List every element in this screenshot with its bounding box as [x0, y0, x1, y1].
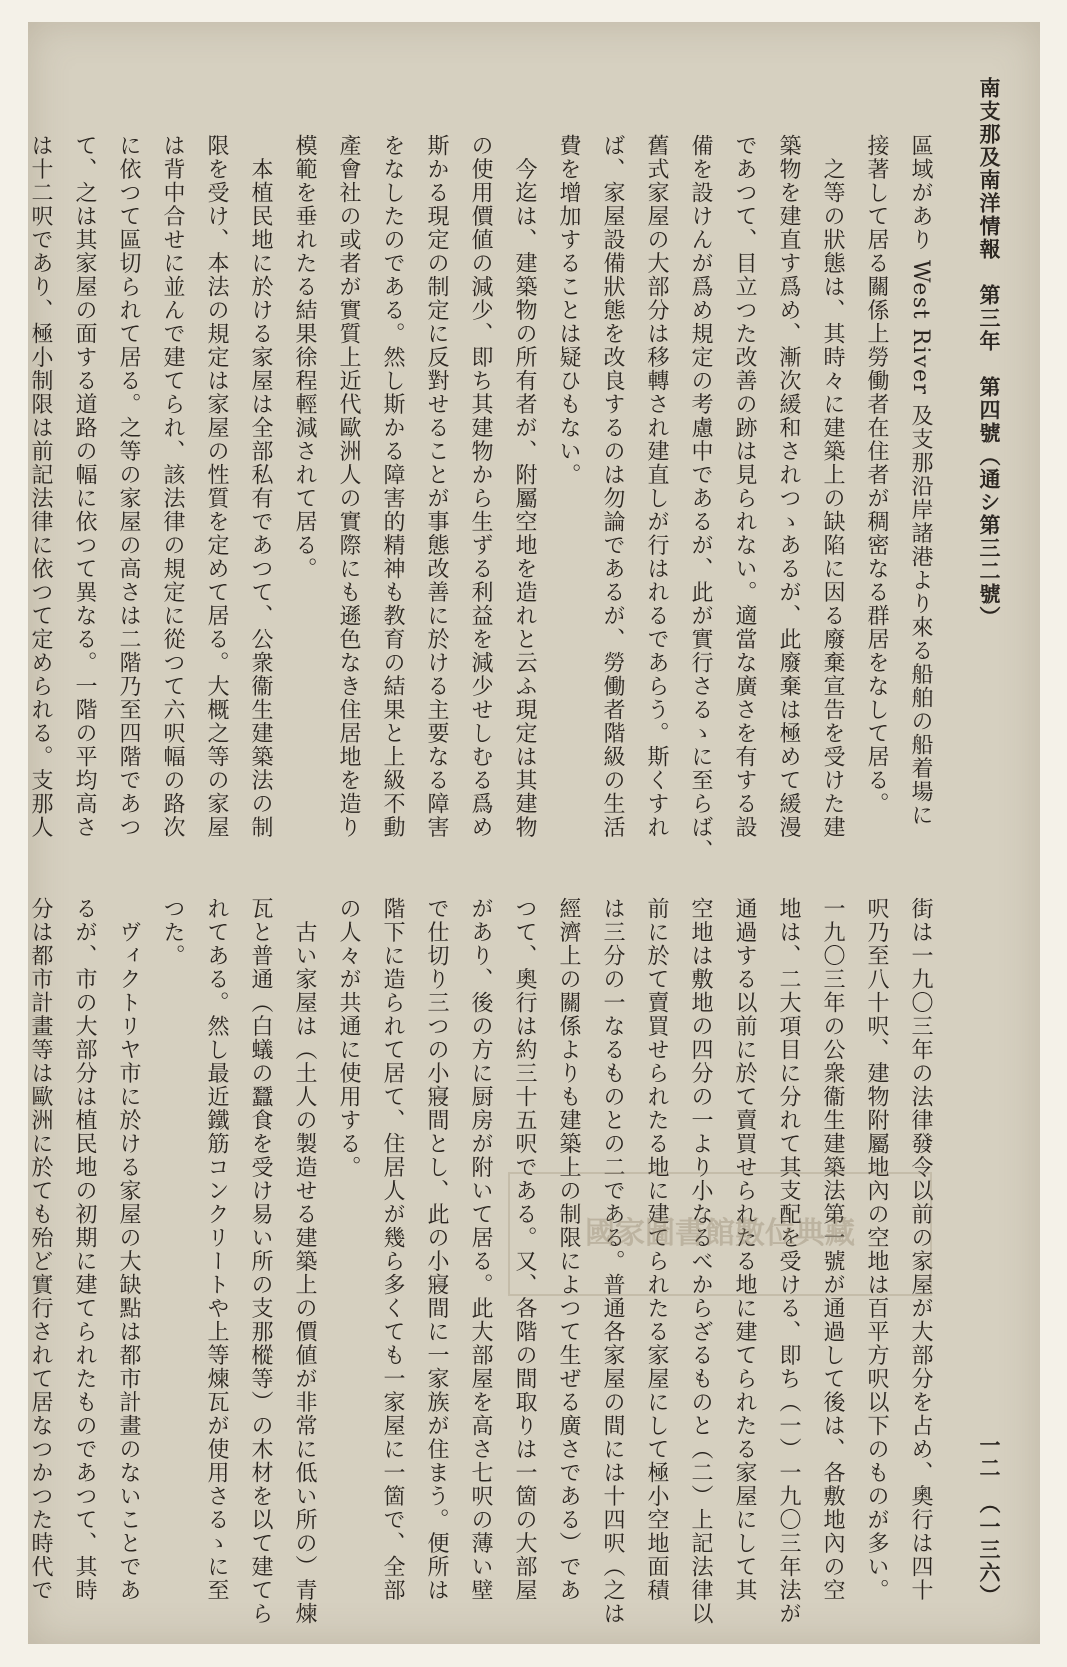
text-line: 之等の狀態は、其時々に建築上の缺陷に因る廢棄宣告を受けた建	[820, 134, 845, 839]
text-line: 今迄は、建築物の所有者が、附屬空地を造れと云ふ現定は其建物	[512, 134, 537, 839]
text-line: であつて、目立つた改善の跡は見られない。適當な廣さを有する設	[732, 134, 757, 839]
text-line: つた。	[160, 897, 185, 968]
text-line: ヴィクトリヤ市に於ける家屋の大缺點は都市計畫のないことであ	[116, 897, 141, 1602]
text-line: 本植民地に於ける家屋は全部私有であつて、公衆衞生建築法の制	[248, 134, 273, 839]
text-line: は背中合せに並んで建てられ、該法律の規定に從つて六呎幅の路次	[160, 134, 185, 839]
text-line: ば、家屋設備狀態を改良するのは勿論であるが、勞働者階級の生活	[600, 134, 625, 839]
top-text-block	[28, 134, 942, 863]
document-page	[28, 22, 1040, 1644]
text-line: 瓦と普通（白蟻の蠶食を受け易い所の支那樅等）の木材を以て建てら	[248, 897, 273, 1626]
text-line: 一九〇三年の公衆衞生建築法第一號が通過して後は、各敷地內の空	[820, 897, 845, 1602]
text-line: 舊式家屋の大部分は移轉され建直しが行はれるであらう。斯くすれ	[644, 134, 669, 839]
text-line: 空地は敷地の四分の一より小なるべからざるものと（二）上記法律以	[688, 897, 713, 1626]
text-line: 區域があり West River 及支那沿岸諸港より來る船舶の船着場に	[908, 134, 933, 828]
text-line: をなしたのである。然し斯かる障害的精神も教育の結果と上級不動	[380, 134, 405, 839]
text-line: 費を增加することは疑ひもない。	[556, 134, 581, 487]
text-line: の人々が共通に使用する。	[336, 897, 361, 1179]
text-line: 模範を垂れたる結果徐程輕減されて居る。	[292, 134, 317, 581]
text-line: 古い家屋は（土人の製造せる建築上の價値が非常に低い所の）青煉	[292, 897, 317, 1626]
text-line: に依つて區切られて居る。之等の家屋の高さは二階乃至四階であつ	[116, 134, 141, 839]
page-number: 一二 （一三六）	[977, 1433, 1002, 1607]
running-header: 南支那及南洋情報 第三年 第四號（通シ第三二號）	[977, 77, 1002, 629]
text-line: て、之は其家屋の面する道路の幅に依つて異なる。一階の平均高さ	[72, 134, 97, 839]
text-line: 築物を建直す爲め、漸次緩和されつゝあるが、此廢棄は極めて緩漫	[776, 134, 801, 839]
text-line: 斯かる現定の制定に反對せることが事態改善に於ける主要なる障害	[424, 134, 449, 839]
text-line: で仕切り三つの小寢間とし、此の小寢間に一家族が住まう。便所は	[424, 897, 449, 1602]
text-line: るが、市の大部分は植民地の初期に建てられたものであつて、其時	[72, 897, 97, 1602]
text-line: は十二呎であり、極小制限は前記法律に依つて定められる。支那人	[28, 134, 53, 839]
text-line: 地は、二大項目に分れて其支配を受ける、即ち（一）一九〇三年法が	[776, 897, 801, 1626]
text-line: 通過する以前に於て賣買せられたる地に建てられたる家屋にして其	[732, 897, 757, 1602]
text-line: 限を受け、本法の規定は家屋の性質を定めて居る。大概之等の家屋	[204, 134, 229, 839]
text-line: 備を設けんが爲め規定の考慮中であるが、此が實行さるゝに至らば、	[688, 134, 713, 863]
text-line: があり、後の方に厨房が附いて居る。此大部屋を高さ七呎の薄い壁	[468, 897, 493, 1602]
text-line: 呎乃至八十呎、建物附屬地內の空地は百平方呎以下のものが多い。	[864, 897, 889, 1602]
text-line: 街は一九〇三年の法律發令以前の家屋が大部分を占め、奧行は四十	[908, 897, 933, 1602]
text-line: 接著して居る關係上勞働者在住者が稠密なる群居をなして居る。	[864, 134, 889, 816]
text-line: つて、奧行は約三十五呎である。又、各階の間取りは一箇の大部屋	[512, 897, 537, 1602]
text-line: 分は都市計畫等は歐洲に於ても殆ど實行されて居なつかつた時代で	[28, 897, 53, 1602]
text-line: 前に於て賣買せられたる地に建てられたる家屋にして極小空地面積	[644, 897, 669, 1602]
text-line: 階下に造られて居て、住居人が幾ら多くても一家屋に一箇で、全部	[380, 897, 405, 1602]
text-line: れてある。然し最近鐵筋コンクリートや上等煉瓦が使用さるゝに至	[204, 897, 229, 1602]
library-watermark: 國家圖書館數位典藏	[508, 1172, 932, 1296]
text-line: 產會社の或者が實質上近代歐洲人の實際にも遜色なき住居地を造り	[336, 134, 361, 839]
text-line: の使用價値の減少、即ち其建物から生ずる利益を減少せしむる爲め	[468, 134, 493, 839]
text-line: は三分の一なるものとの二である。普通各家屋の間には十四呎（之は	[600, 897, 625, 1626]
text-line: 經濟上の關係よりも建築上の制限によつて生ぜる廣さである）であ	[556, 897, 581, 1602]
